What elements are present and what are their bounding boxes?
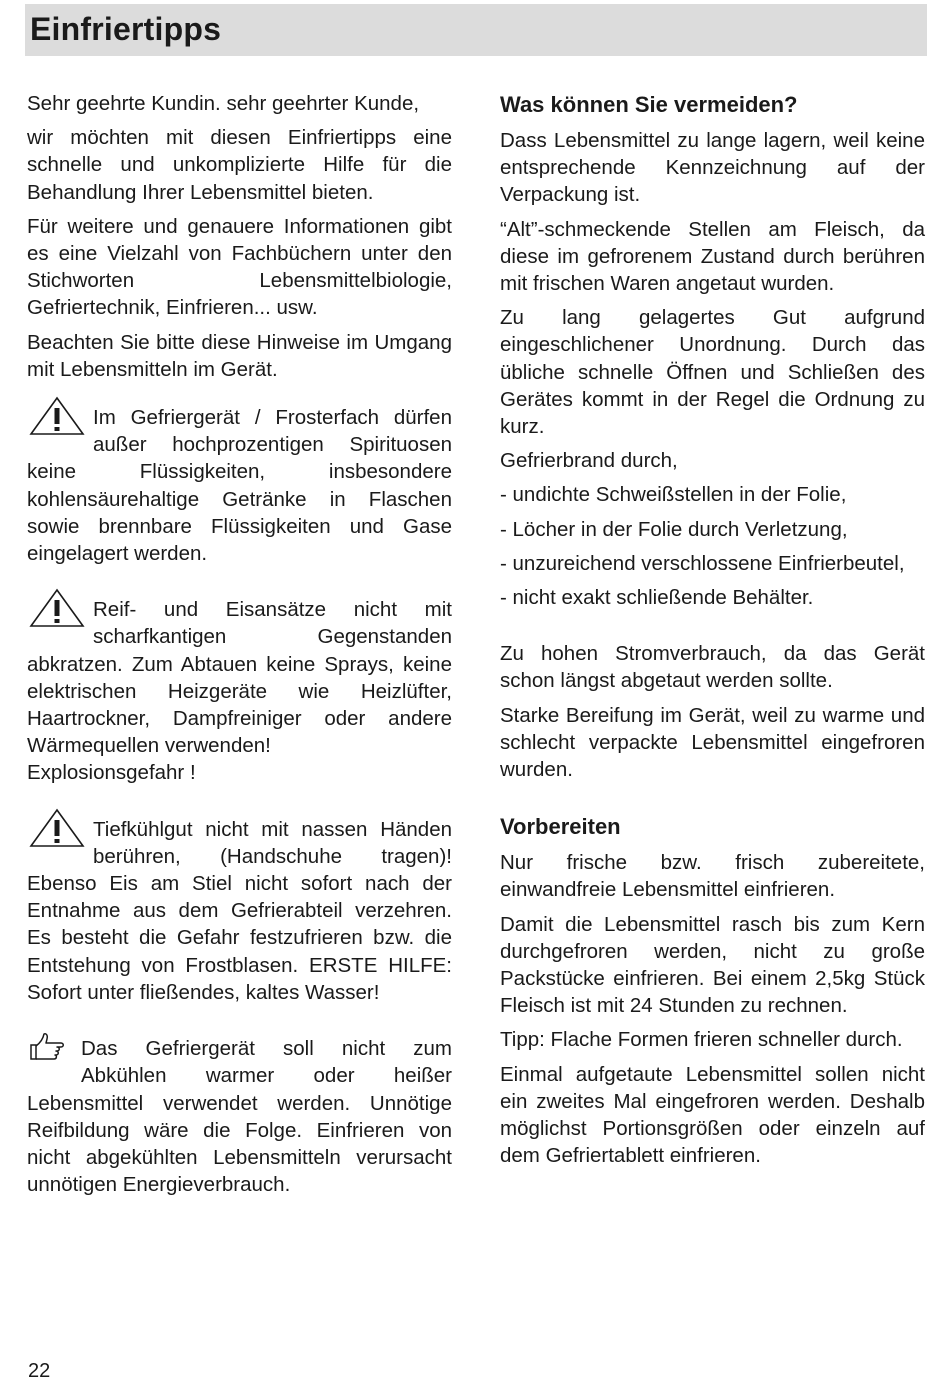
warning-block-spirits bbox=[27, 404, 452, 567]
avoid-paragraph-frost: Starke Bereifung im Gerät, weil zu warme und schlecht verpackte Lebensmittel eingefroren wurden. bbox=[500, 703, 925, 782]
list-item: - undichte Schweißstellen in der Folie, bbox=[500, 483, 847, 507]
list-item: - Löcher in der Folie durch Verletzung, bbox=[500, 517, 848, 541]
section-heading-prepare: Vorbereiten bbox=[500, 814, 621, 840]
avoid-paragraph-disorder: Zu lang gelagertes Gut aufgrund eingeschlichener Unordnung. Durch das übliche schnelle Öffnen und Schließen des Gerätes kommt in der Regel die Ordnung zu kurz. bbox=[500, 306, 925, 439]
prepare-paragraph-refreeze: Einmal aufgetaute Lebensmittel sollen nicht ein zweites Mal eingefroren werden. Deshalb möglichst Portionsgrößen oder einzeln auf dem Gefriertablett einfrieren. bbox=[500, 1062, 925, 1168]
prepare-paragraph-tip: Tipp: Flache Formen frieren schneller durch. bbox=[500, 1028, 903, 1052]
list-item: - unzureichend verschlossene Einfrierbeutel, bbox=[500, 551, 905, 575]
warning-block-defrost bbox=[27, 596, 452, 786]
page-number: 22 bbox=[28, 1360, 51, 1382]
warning-triangle-icon bbox=[29, 588, 85, 628]
list-item: - nicht exakt schließende Behälter. bbox=[500, 586, 814, 610]
prepare-paragraph-size: Damit die Lebensmittel rasch bis zum Kern durchgefroren werden, nicht zu große Packstücke einfrieren. Bei einem 2,5kg Stück Fleisch ist mit 24 Stunden zu rechnen. bbox=[500, 912, 925, 1018]
warning-text-defrost: Reif- und Eisansätze nicht mit scharfkantigen Gegenstanden abkratzen. Zum Abtauen keine Sprays, keine elektrischen Heizgeräte wie Heizlüfter, Haartrockner, Dampfreiniger oder andere Wärmequellen verwenden! bbox=[27, 598, 452, 758]
warning-block-frozen-goods bbox=[27, 816, 452, 1006]
section-heading-avoid: Was können Sie vermeiden? bbox=[500, 92, 798, 117]
prepare-paragraph-fresh: Nur frische bzw. frisch zubereitete, einwandfreie Lebensmittel einfrieren. bbox=[500, 851, 925, 902]
avoid-paragraph-storage: Dass Lebensmittel zu lange lagern, weil keine entsprechende Kennzeichnung auf der Verpackung ist. bbox=[500, 129, 925, 207]
warning-triangle-icon bbox=[29, 808, 85, 848]
page-header bbox=[25, 4, 927, 56]
tip-block bbox=[27, 1035, 452, 1198]
pointing-hand-icon bbox=[27, 1031, 67, 1063]
left-column bbox=[27, 90, 452, 1205]
page-title: Einfriertipps bbox=[30, 11, 222, 47]
explosion-warning: Explosionsgefahr ! bbox=[27, 761, 196, 785]
avoid-paragraph-freezer-burn: Gefrierbrand durch, bbox=[500, 449, 678, 473]
greeting: Sehr geehrte Kundin. sehr geehrter Kunde, bbox=[27, 92, 420, 115]
intro-paragraph: wir möchten mit diesen Einfriertipps eine schnelle und unkomplizierte Hilfe für die Behandlung Ihrer Lebensmittel bieten. bbox=[27, 126, 452, 204]
info-paragraph: Für weitere und genauere Informationen gibt es eine Vielzahl von Fachbüchern unter den Stichworten Lebensmittelbiologie, Gefriertechnik, Einfrieren... usw. bbox=[27, 214, 452, 320]
tip-text: Das Gefriergerät soll nicht zum Abkühlen warmer oder heißer Lebensmittel verwendet werden. Unnötige Reifbildung wäre die Folge. Einfrieren von nicht abgekühlten Lebensmitteln verursacht unnötigen Energieverbrauch. bbox=[27, 1037, 452, 1197]
avoid-paragraph-meat: “Alt”-schmeckende Stellen am Fleisch, da diese im gefrorenem Zustand durch berühren mit frischen Waren angetaut wurden. bbox=[500, 217, 925, 296]
warning-text-spirits: Im Gefriergerät / Frosterfach dürfen außer hochprozentigen Spirituosen keine Flüssigkeiten, insbesondere kohlensäurehaltige Getränke in Flaschen sowie brennbare Flüssigkeiten und Gase eingelagert werden. bbox=[27, 406, 452, 566]
notice-paragraph: Beachten Sie bitte diese Hinweise im Umgang mit Lebensmitteln im Gerät. bbox=[27, 330, 452, 381]
warning-triangle-icon bbox=[29, 396, 85, 436]
right-column bbox=[500, 90, 925, 1177]
avoid-paragraph-power: Zu hohen Stromverbrauch, da das Gerät schon längst abgetaut werden sollte. bbox=[500, 642, 925, 693]
warning-text-frozen-goods: Tiefkühlgut nicht mit nassen Händen berühren, (Handschuhe tragen)! Ebenso Eis am Stiel nicht sofort nach der Entnahme aus dem Gefrierabteil verzehren. Es besteht die Gefahr festzufrieren bzw. die Entstehung von Frostblasen. ERSTE HILFE: Sofort unter fließendes, kaltes Wasser! bbox=[27, 817, 452, 1004]
